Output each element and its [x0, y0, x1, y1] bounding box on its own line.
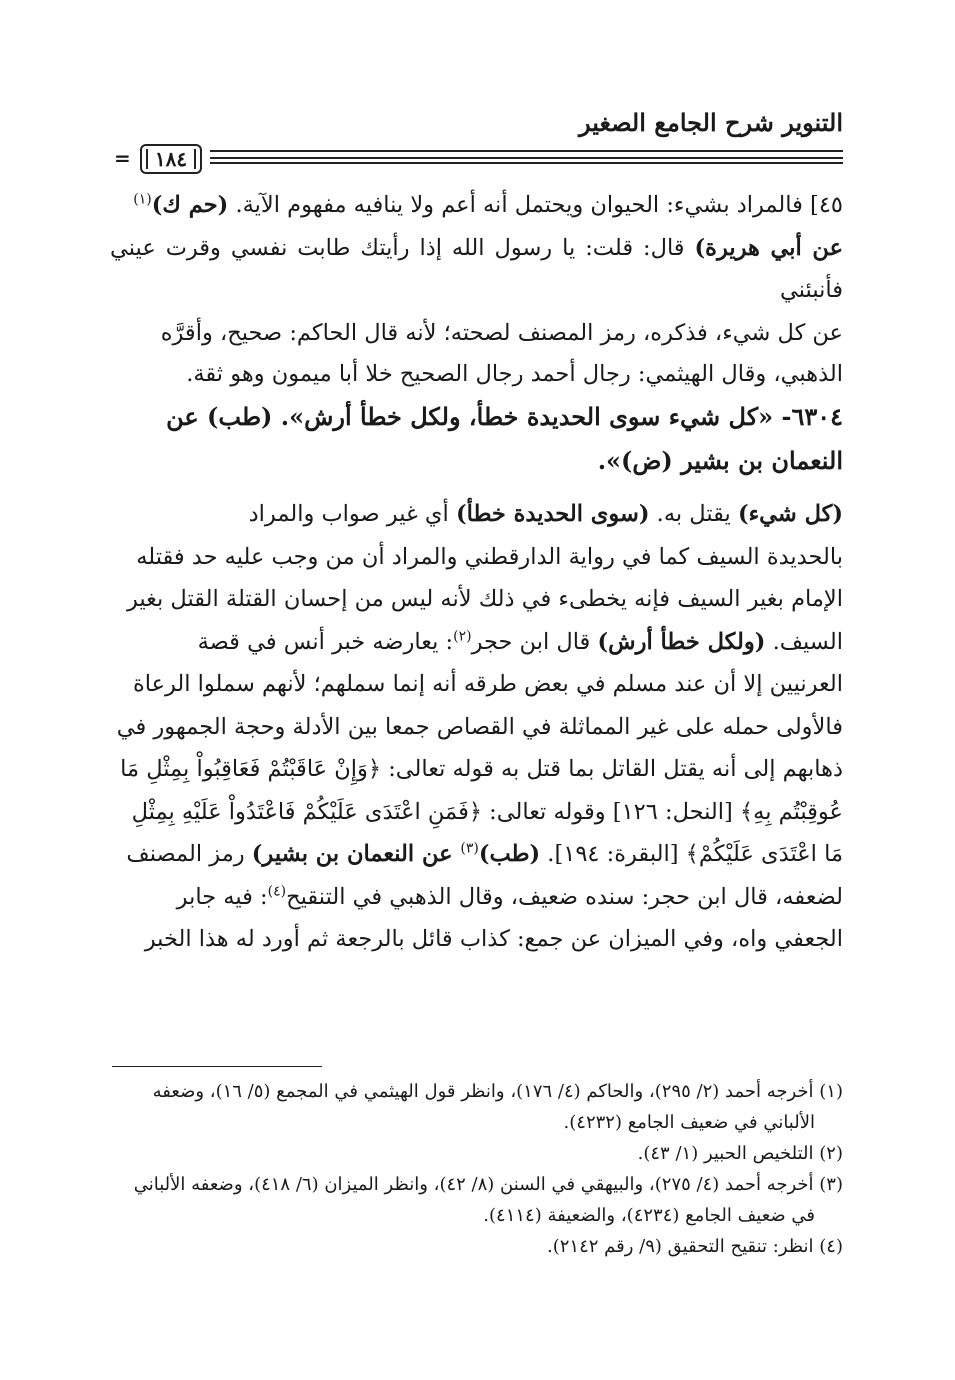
header-rule: [110, 144, 843, 174]
text-line: ذهابهم إلى أنه يقتل القاتل بما قتل به قوله تعالى: ﴿وَإِنْ عَاقَبْتُمْ فَعَاقِبُواْ بِمِثْلِ مَا: [120, 756, 843, 782]
text-line: لضعفه، قال ابن حجر: سنده ضعيف، وقال الذهبي في التنقيح$^{(٤)}$: فيه جابر: [176, 883, 843, 910]
text-line: (كل شيء) يقتل به. (سوى الحديدة خطأ) أي غير صواب والمراد: [248, 501, 843, 527]
footnote-1-cont: الألباني في ضعيف الجامع (٤٢٣٢).: [563, 1112, 815, 1133]
footnote-3: (٣) أخرجه أحمد (٤/ ٢٧٥)، والبيهقي في السنن (٨/ ٤٢)، وانظر الميزان (٦/ ٤١٨)، وضعفه الألباني: [133, 1174, 843, 1195]
page-header: [110, 108, 843, 178]
footnote-divider: [112, 1066, 322, 1067]
footnote-3-cont: في ضعيف الجامع (٤٢٣٤)، والضعيفة (٤١١٤).: [483, 1205, 815, 1226]
page-number: ١٨٤: [140, 144, 202, 174]
hadith-line: النعمان بن بشير (ض)».: [597, 446, 843, 475]
book-title: التنوير شرح الجامع الصغير: [579, 108, 843, 137]
text-line: عُوقِبْتُم بِهِ﴾ [النحل: ١٢٦] وقوله تعالى: ﴿فَمَنِ اعْتَدَى عَلَيْكُمْ فَاعْتَدُواْ عَلَيْهِ بِمِثْلِ: [131, 798, 843, 825]
text-line: ٤٥] فالمراد بشيء: الحيوان ويحتمل أنه أعم ولا ينافيه مفهوم الآية. (حم ك)$^{(١)}$: [133, 191, 843, 218]
header-rule-line: [210, 162, 843, 164]
text-line: عن كل شيء، فذكره، رمز المصنف لصحته؛ لأنه قال الحاكم: صحيح، وأقرَّه: [160, 319, 843, 346]
text-line: فالأولى حمله على غير المماثلة في القصاص جمعا بين الأدلة وحجة الجمهور في: [116, 713, 843, 740]
text-line: الذهبي، وقال الهيثمي: رجال أحمد رجال الصحيح خلا أبا ميمون وهو ثقة.: [186, 361, 843, 387]
footnote-ref[interactable]: (١): [133, 191, 152, 208]
footnote-2: (٢) التلخيص الحبير (١/ ٤٣).: [637, 1143, 843, 1164]
text-line: الإمام بغير السيف فإنه يخطىء في ذلك لأنه ليس من إحسان القتلة القتل بغير: [126, 586, 843, 612]
text-line: عن أبي هريرة) قال: قلت: يا رسول الله إذا رأيتك طابت نفسي وقرت عيني فأنبئني: [110, 234, 843, 303]
text-line: بالحديدة السيف كما في رواية الدارقطني والمراد أن من وجب عليه حد فقتله: [136, 543, 843, 570]
text-line: الجعفي واه، وفي الميزان عن جمع: كذاب قائل بالرجعة ثم أورد له هذا الخبر: [144, 926, 843, 952]
header-rule-line: [210, 150, 843, 152]
text-line: السيف. (ولكل خطأ أرش) قال ابن حجر$^{(٢)}$: يعارضه خبر أنس في قصة: [197, 628, 843, 655]
footnote-ref[interactable]: (٤): [267, 883, 287, 899]
footnote-ref[interactable]: (٢): [453, 628, 472, 644]
footnotes: [110, 1076, 843, 1262]
header-rule-line: [210, 157, 843, 159]
main-text: [110, 184, 843, 961]
text-line: العرنيين إلا أن عند مسلم في بعض طرقه أنه إنما سملهم؛ لأنهم سملوا الرعاة: [132, 671, 843, 697]
text-line: مَا اعْتَدَى عَلَيْكُمْ﴾ [البقرة: ١٩٤]. (طب)$^{(٣)}$ عن النعمان بن بشير) رمز المصنف: [126, 840, 843, 867]
hadith-line: ٦٣٠٤- «كل شيء سوى الحديدة خطأ، ولكل خطأ أرش». (طب) عن: [166, 402, 843, 431]
footnote-1: (١) أخرجه أحمد (٢/ ٢٩٥)، والحاكم (٤/ ١٧٦)، وانظر قول الهيثمي في المجمع (٥/ ١٦)، وضعفه: [152, 1081, 843, 1102]
footnote-4: (٤) انظر: تنقيح التحقيق (٩/ رقم ٢١٤٢).: [547, 1236, 843, 1257]
edge-mark: =: [114, 146, 131, 170]
footnote-ref[interactable]: (٣): [460, 840, 479, 857]
